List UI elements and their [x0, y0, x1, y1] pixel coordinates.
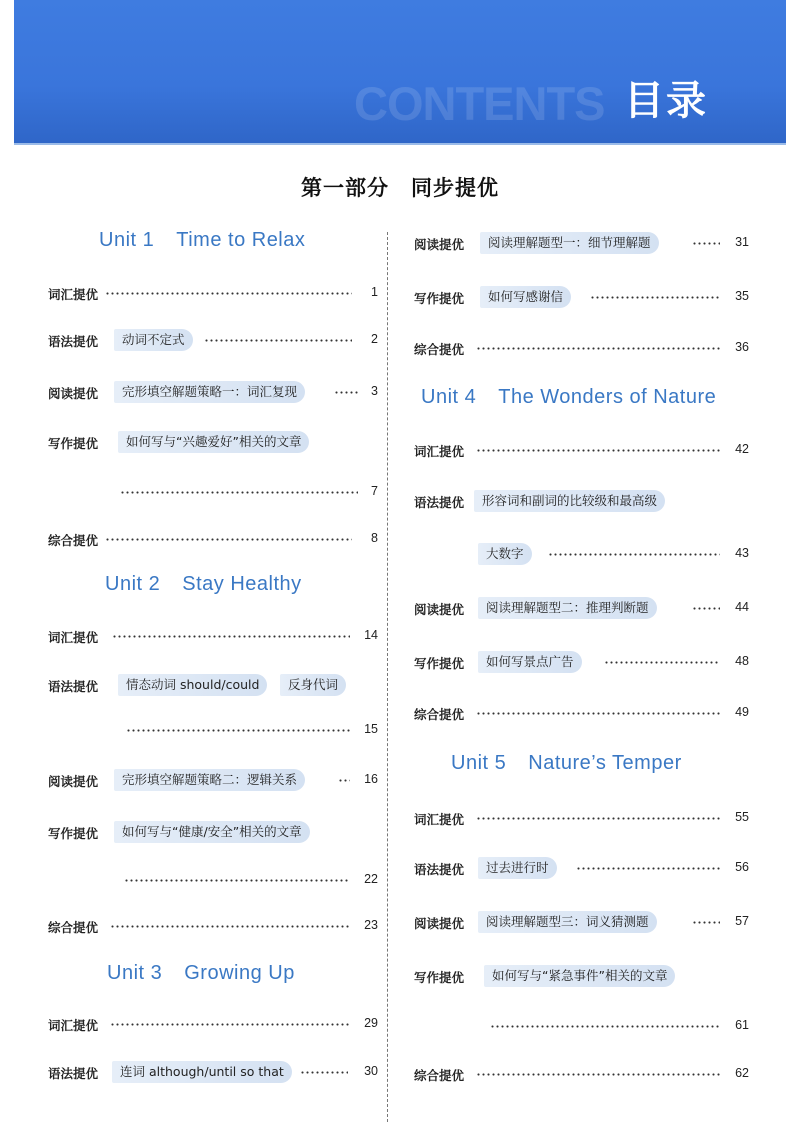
entry-label: 综合提优 — [414, 707, 465, 722]
entry-label: 语法提优 — [48, 679, 99, 694]
toc-entry[interactable] — [48, 527, 378, 553]
entry-label: 语法提优 — [414, 495, 465, 510]
leader-dots — [126, 724, 350, 736]
entry-label: 阅读提优 — [414, 602, 465, 617]
unit-heading — [99, 229, 305, 252]
entry-label: 阅读提优 — [414, 237, 465, 252]
entry-label: 词汇提优 — [414, 812, 465, 827]
leader-dots — [110, 1018, 350, 1030]
entry-label: 语法提优 — [48, 334, 99, 349]
page-number: 56 — [735, 860, 749, 874]
unit-name: Nature’s Temper — [528, 752, 682, 774]
toc-entry-continued[interactable] — [48, 480, 378, 506]
topic-pill: 完形填空解题策略一：词汇复现 — [114, 381, 305, 403]
topic-pill: 过去进行时 — [478, 857, 557, 879]
leader-dots — [476, 444, 720, 456]
entry-label: 语法提优 — [414, 862, 465, 877]
topic-pill: 情态动词 should/could — [118, 674, 267, 696]
entry-label: 写作提优 — [414, 970, 465, 985]
leader-dots — [476, 707, 720, 719]
unit-name: Time to Relax — [176, 229, 306, 251]
toc-entry[interactable] — [48, 914, 378, 940]
unit-number: Unit 3 — [107, 962, 163, 984]
page-number: 42 — [735, 442, 749, 456]
entry-label: 词汇提优 — [48, 1018, 99, 1033]
entry-label: 阅读提优 — [48, 774, 99, 789]
toc-entry[interactable] — [48, 380, 378, 406]
unit-number: Unit 4 — [421, 386, 477, 408]
page-number: 55 — [735, 810, 749, 824]
leader-dots — [476, 1068, 720, 1080]
toc-entry[interactable] — [48, 281, 378, 307]
toc-entry[interactable] — [414, 856, 749, 882]
part-title: 第一部分 同步提优 — [301, 176, 499, 200]
leader-dots — [490, 1020, 720, 1032]
topic-pill: 阅读理解题型三：词义猜测题 — [478, 911, 657, 933]
topic-pill: 如何写与“健康/安全”相关的文章 — [114, 821, 310, 843]
topic-pill: 阅读理解题型二：推理判断题 — [478, 597, 657, 619]
entry-label: 综合提优 — [48, 533, 99, 548]
toc-entry[interactable] — [414, 910, 749, 936]
topic-pill: 大数字 — [478, 543, 532, 565]
toc-entry[interactable] — [414, 285, 749, 311]
leader-dots — [105, 287, 352, 299]
toc-entry[interactable] — [414, 964, 744, 990]
toc-entry[interactable] — [48, 430, 378, 456]
toc-entry[interactable] — [414, 489, 744, 515]
leader-dots — [476, 812, 720, 824]
topic-pill: 如何写感谢信 — [480, 286, 571, 308]
page-number: 23 — [364, 918, 378, 932]
unit-number: Unit 5 — [451, 752, 507, 774]
toc-entry[interactable] — [48, 328, 378, 354]
page-number: 29 — [364, 1016, 378, 1030]
toc-entry[interactable] — [414, 1062, 749, 1088]
topic-pill: 如何写与“紧急事件”相关的文章 — [484, 965, 675, 987]
page-number: 16 — [364, 772, 378, 786]
toc-entry[interactable] — [414, 650, 749, 676]
page-number: 15 — [364, 722, 378, 736]
unit-number: Unit 2 — [105, 573, 161, 595]
entry-label: 综合提优 — [48, 920, 99, 935]
entry-label: 综合提优 — [414, 342, 465, 357]
topic-pill: 如何写景点广告 — [478, 651, 582, 673]
page-number: 61 — [735, 1018, 749, 1032]
unit-heading — [451, 752, 682, 775]
page-number: 8 — [371, 531, 378, 545]
page-number: 22 — [364, 872, 378, 886]
leader-dots — [692, 602, 720, 614]
unit-name: Stay Healthy — [182, 573, 302, 595]
leader-dots — [105, 533, 352, 545]
toc-entry-continued[interactable] — [48, 868, 378, 894]
entry-label: 阅读提优 — [48, 386, 99, 401]
topic-pill: 动词不定式 — [114, 329, 193, 351]
leader-dots — [692, 916, 720, 928]
topic-pill: 形容词和副词的比较级和最高级 — [474, 490, 665, 512]
page-number: 7 — [371, 484, 378, 498]
page-number: 2 — [371, 332, 378, 346]
entry-label: 写作提优 — [414, 656, 465, 671]
page-number: 49 — [735, 705, 749, 719]
page-number: 36 — [735, 340, 749, 354]
unit-heading — [105, 573, 302, 596]
toc-entry[interactable] — [414, 596, 749, 622]
unit-heading — [107, 962, 295, 985]
page-number: 62 — [735, 1066, 749, 1080]
page-number: 48 — [735, 654, 749, 668]
leader-dots — [576, 862, 720, 874]
leader-dots — [548, 548, 720, 560]
page-number: 44 — [735, 600, 749, 614]
unit-number: Unit 1 — [99, 229, 155, 251]
page-number: 3 — [371, 384, 378, 398]
leader-dots — [692, 237, 720, 249]
toc-entry[interactable] — [414, 336, 749, 362]
contents-watermark: CONTENTS — [354, 77, 605, 130]
leader-dots — [604, 656, 720, 668]
page-number: 1 — [371, 285, 378, 299]
leader-dots — [204, 334, 352, 346]
topic-pill: 反身代词 — [280, 674, 346, 696]
leader-dots — [124, 874, 350, 886]
toc-entry[interactable] — [48, 768, 378, 794]
unit-name: The Wonders of Nature — [498, 386, 717, 408]
leader-dots — [110, 920, 350, 932]
leader-dots — [590, 291, 720, 303]
toc-entry[interactable] — [414, 701, 749, 727]
toc-entry[interactable] — [414, 806, 749, 832]
entry-label: 语法提优 — [48, 1066, 99, 1081]
page-number: 43 — [735, 546, 749, 560]
toc-entry[interactable] — [414, 438, 749, 464]
header-banner — [14, 0, 786, 145]
column-divider — [387, 232, 388, 1122]
page-number: 57 — [735, 914, 749, 928]
topic-pill: 连词 although/until so that — [112, 1061, 292, 1083]
page-number: 30 — [364, 1064, 378, 1078]
leader-dots — [300, 1066, 348, 1078]
toc-entry[interactable] — [48, 624, 378, 650]
entry-label: 词汇提优 — [48, 630, 99, 645]
page-number: 14 — [364, 628, 378, 642]
unit-name: Growing Up — [184, 962, 295, 984]
topic-pill: 完形填空解题策略二：逻辑关系 — [114, 769, 305, 791]
entry-label: 综合提优 — [414, 1068, 465, 1083]
toc-entry[interactable] — [48, 820, 378, 846]
entry-label: 词汇提优 — [48, 287, 99, 302]
topic-pill: 如何写与“兴趣爱好”相关的文章 — [118, 431, 309, 453]
toc-entry[interactable] — [48, 1060, 378, 1086]
toc-entry-continued[interactable] — [414, 1014, 749, 1040]
page-number: 35 — [735, 289, 749, 303]
toc-entry-continued[interactable] — [48, 718, 378, 744]
entry-label: 词汇提优 — [414, 444, 465, 459]
leader-dots — [476, 342, 720, 354]
toc-entry[interactable] — [48, 673, 378, 699]
page-number: 31 — [735, 235, 749, 249]
toc-entry-continued[interactable] — [414, 542, 749, 568]
topic-pill: 阅读理解题型一：细节理解题 — [480, 232, 659, 254]
entry-label: 阅读提优 — [414, 916, 465, 931]
entry-label: 写作提优 — [414, 291, 465, 306]
toc-entry[interactable] — [48, 1012, 378, 1038]
contents-title: 目录 — [624, 78, 708, 124]
entry-label: 写作提优 — [48, 826, 99, 841]
leader-dots — [120, 486, 358, 498]
entry-label: 写作提优 — [48, 436, 99, 451]
leader-dots — [112, 630, 350, 642]
unit-heading — [421, 386, 716, 409]
toc-entry[interactable] — [414, 231, 749, 257]
